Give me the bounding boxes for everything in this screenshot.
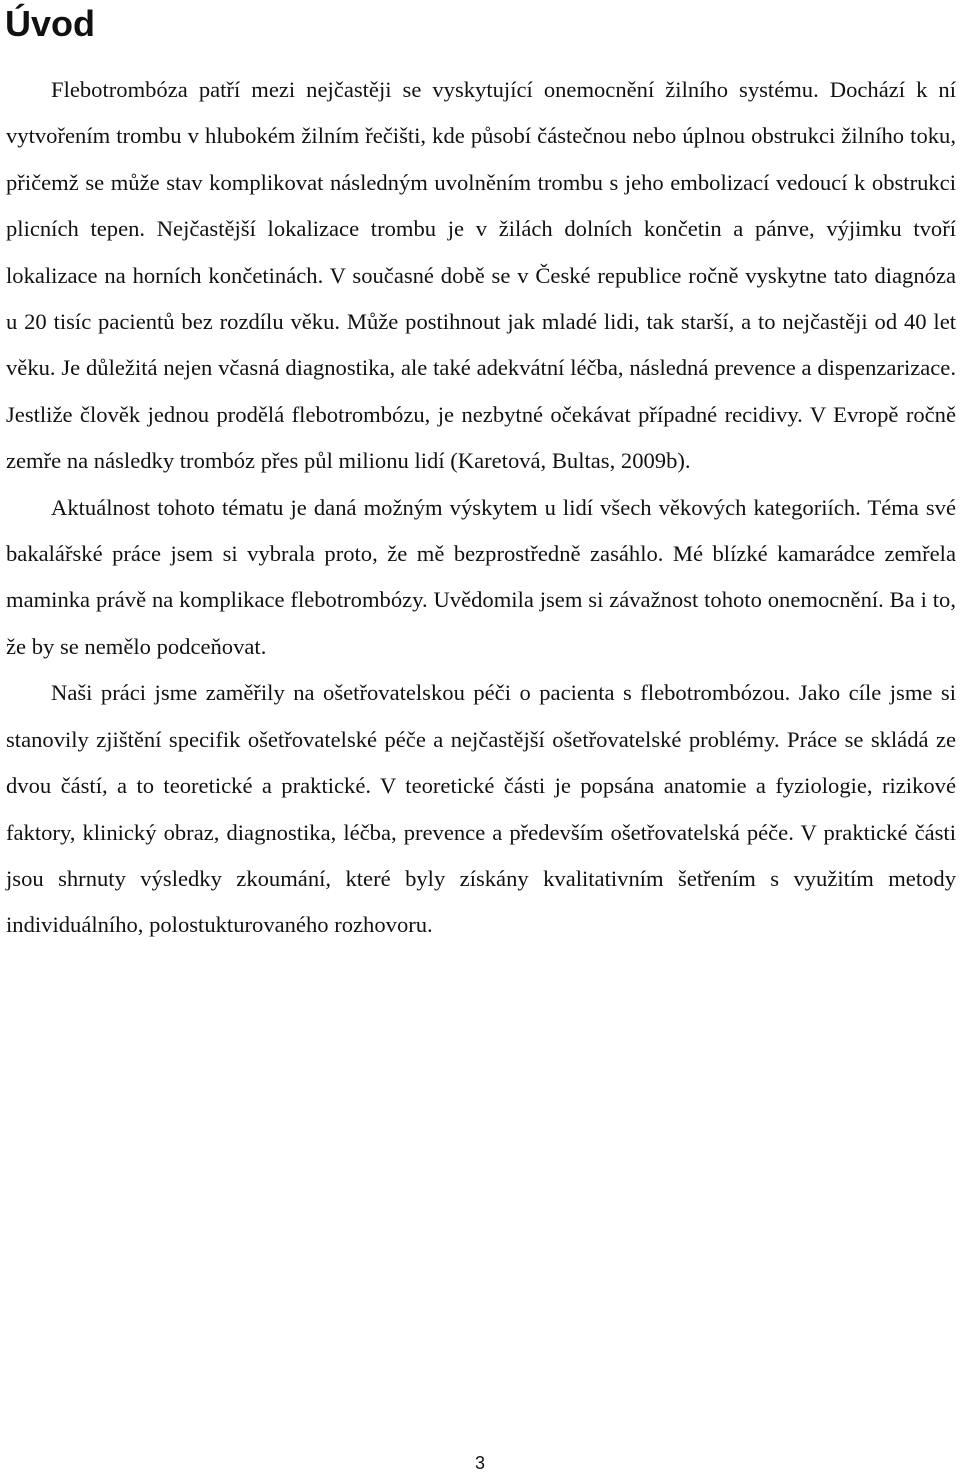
body-text bbox=[6, 67, 956, 949]
paragraph-3: Naši práci jsme zaměřily na ošetřovatelskou péči o pacienta s flebotrombózou. Jako cíle jsme si stanovily zjištění specifik ošetřovatelské péče a nejčastější ošetřovatelské problémy. Práce se skládá ze dvou částí, a to teoretické a praktické. V teoretické části je popsána anatomie a fyziologie, rizikové faktory, klinický obraz, diagnostika, léčba, prevence a především ošetřovatelská péče. V praktické části jsou shrnuty výsledky zkoumání, které byly získány kvalitativním šetřením s využitím metody individuálního, polostukturovaného rozhovoru. bbox=[6, 680, 956, 938]
paragraph-1: Flebotrombóza patří mezi nejčastěji se vyskytující onemocnění žilního systému. Dochází k ní vytvořením trombu v hlubokém žilním řečišti, kde působí částečnou nebo úplnou obstrukci žilního toku, přičemž se může stav komplikovat následným uvolněním trombu s jeho embolizací vedoucí k obstrukci plicních tepen. Nejčastější lokalizace trombu je v žilách dolních končetin a pánve, výjimku tvoří lokalizace na horních končetinách. V současné době se v České republice ročně vyskytne tato diagnóza u 20 tisíc pacientů bez rozdílu věku. Může postihnout jak mladé lidi, tak starší, a to nejčastěji od 40 let věku. Je důležitá nejen včasná diagnostika, ale také adekvátní léčba, následná prevence a dispenzarizace. Jestliže člověk jednou prodělá flebotrombózu, je nezbytné očekávat případné recidivy. V Evropě ročně zemře na následky trombóz přes půl milionu lidí (Karetová, Bultas, 2009b). bbox=[6, 77, 956, 474]
page-number: 3 bbox=[474, 1453, 485, 1473]
paragraph-2: Aktuálnost tohoto tématu je daná možným výskytem u lidí všech věkových kategoriích. Téma své bakalářské práce jsem si vybrala proto, že mě bezprostředně zasáhlo. Mé blízké kamarádce zemřela maminka právě na komplikace flebotrombózy. Uvědomila jsem si závažnost tohoto onemocnění. Ba i to, že by se nemělo podceňovat. bbox=[6, 494, 956, 659]
section-heading: Úvod bbox=[5, 3, 95, 44]
